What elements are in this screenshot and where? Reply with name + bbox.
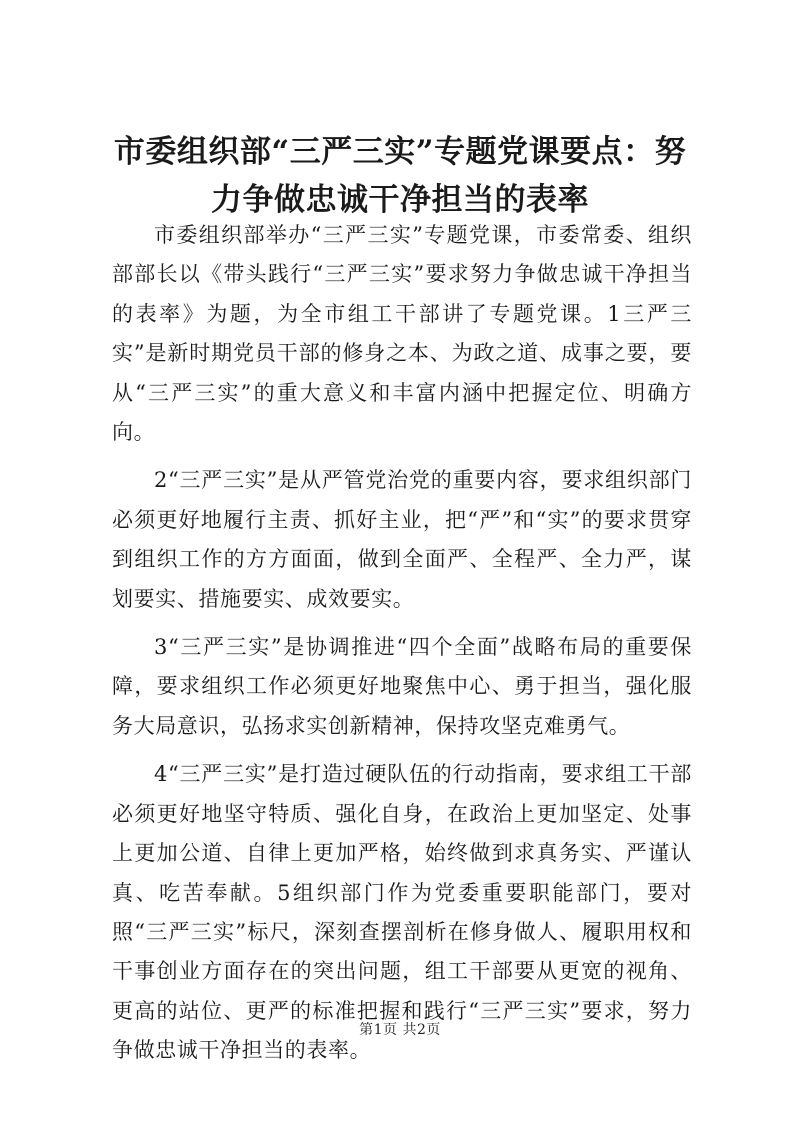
paragraph-1: 市委组织部举办“三严三实”专题党课，市委常委、组织部部长以《带头践行“三严三实”要求努力争做忠诚干净担当的表率》为题，为全市组工干部讲了专题党课。1三严三实”是新时期党员干部的修身之本、为政之道、成事之要，要从“三严三实”的重大意义和丰富内涵中把握定位、明确方向。 [112,223,692,445]
page-number-footer: 第1页 共2页 [359,1022,441,1038]
paragraph-2: 2“三严三实”是从严管党治党的重要内容，要求组织部门必须更好地履行主责、抓好主业，把“严”和“实”的要求贯穿到组织工作的方方面面，做到全面严、全程严、全力严，谋划要实、措施要实、成效要实。 [112,468,692,611]
paragraph-4: 4“三严三实”是打造过硬队伍的行动指南，要求组工干部必须更好地坚守特质、强化自身，在政治上更加坚定、处事上更加公道、自律上更加严格，始终做到求真务实、严谨认真、吃苦奉献。5组织部门作为党委重要职能部门，要对照“三严三实”标尺，深刻查摆剖析在修身做人、履职用权和干事创业方面存在的突出问题，组工干部要从更宽的视角、更高的站位、更严的标准把握和践行“三严三实”要求，努力争做忠诚干净担当的表率。 [112,762,692,1063]
paragraph-3: 3“三严三实”是协调推进“四个全面”战略布局的重要保障，要求组织工作必须更好地聚焦中心、勇于担当，强化服务大局意识，弘扬求实创新精神，保持攻坚克难勇气。 [112,635,692,738]
document-body [112,216,692,1080]
document-title: 市委组织部“三严三实”专题党课要点：努力争做忠诚干净担当的表率 [113,134,687,218]
